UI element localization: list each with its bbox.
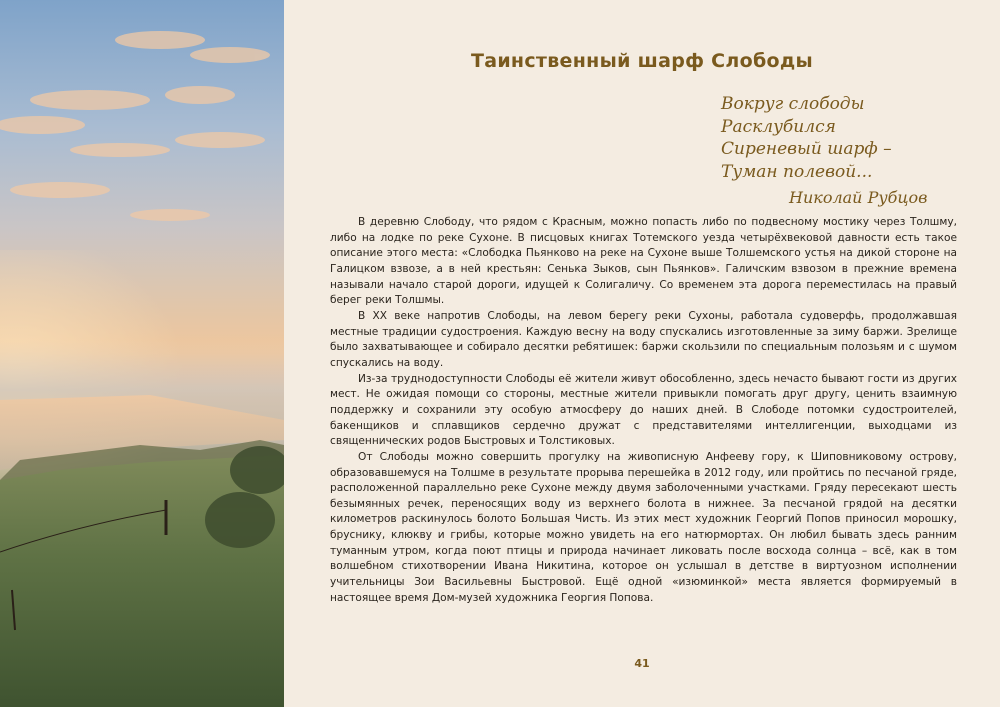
paragraph: В деревню Слободу, что рядом с Красным, можно попасть либо по подвесному мостику через Толшму, либо на лодке по реке Сухоне. В писцовых книгах Тотемского уезда четырёхвековой давности есть такое описание этого места: «Слободка Пьянково на реке на Сухоне выше Толшемского устья на дикой стороне на Галицком взвозе, а в ней крестьян: Сенька Зыков, сын Пьянков». Галичским взвозом в прежние времена называли начало старой дороги, идущей к Солигаличу. Со временем эта дорога переместилась на правый берег реки Толшмы. [330,216,957,307]
paragraph: От Слободы можно совершить прогулку на живописную Анфееву гору, к Шиповниковому острову, образовавшемуся на Толшме в результате прорыва перешейка в 2012 году, или пройтись по песчаной гряде, расположенной параллельно реке Сухоне между двумя заболоченными участками. Гряду пересекают шесть безымянных речек, переносящих воду из верхнего болота в нижнее. За песчаной грядой на десятки километров раскинулось болото Большая Чисть. Из этих мест художник Георгий Попов приносил морошку, бруснику, клюкву и грибы, которые можно увидеть на его натюрмортах. Он любил бывать здесь ранним туманным утром, когда поют птицы и природа начинает ликовать после восхода солнца – всё, как в том волшебном стихотворении Ивана Никитина, которое он услышал в детстве в виртуозном исполнении учительницы Зои Васильевны Быстровой. Ещё одной «изюминкой» места является формируемый в настоящее время Дом-музей художника Георгия Попова. [330,450,957,604]
paragraph: В XX веке напротив Слободы, на левом берегу реки Сухоны, работала судоверфь, продолжавшая местные традиции судостроения. Каждую весну на воду спускались изготовленные за зиму баржи. Зрелище было захватывающее и собирало десятки ребятишек: баржи скользили по специальным полозьям и с шумом спускались на воду. [330,309,957,369]
poem-author: Николай Рубцов [789,188,928,207]
landscape-photo [0,0,284,707]
poem-line: Туман полевой... [721,161,873,182]
poem-line: Сиреневый шарф – [721,139,892,159]
paragraph: Из-за труднодоступности Слободы её жители живут обособленно, здесь нечасто бывают гости из других мест. Не ожидая помощи со стороны, местные жители привыкли помогать друг другу, ценить взаимную поддержку и сохранили эту особую атмосферу до наших дней. В Слободе потомки судостроителей, бакенщиков и сплавщиков сердечно дружат с представителями интеллигенции, выходцами из священнических родов Быстровых и Толстиковых. [330,372,957,448]
page-number: 41 [634,657,650,670]
text-page [284,0,1000,707]
poem-epigraph [721,93,1000,183]
sunrise-river-image [0,0,284,707]
poem-line: Расклубился [721,116,836,137]
page-title: Таинственный шарф Слободы [470,50,814,72]
body-text [330,215,957,606]
poem-line: Вокруг слободы [721,94,865,114]
